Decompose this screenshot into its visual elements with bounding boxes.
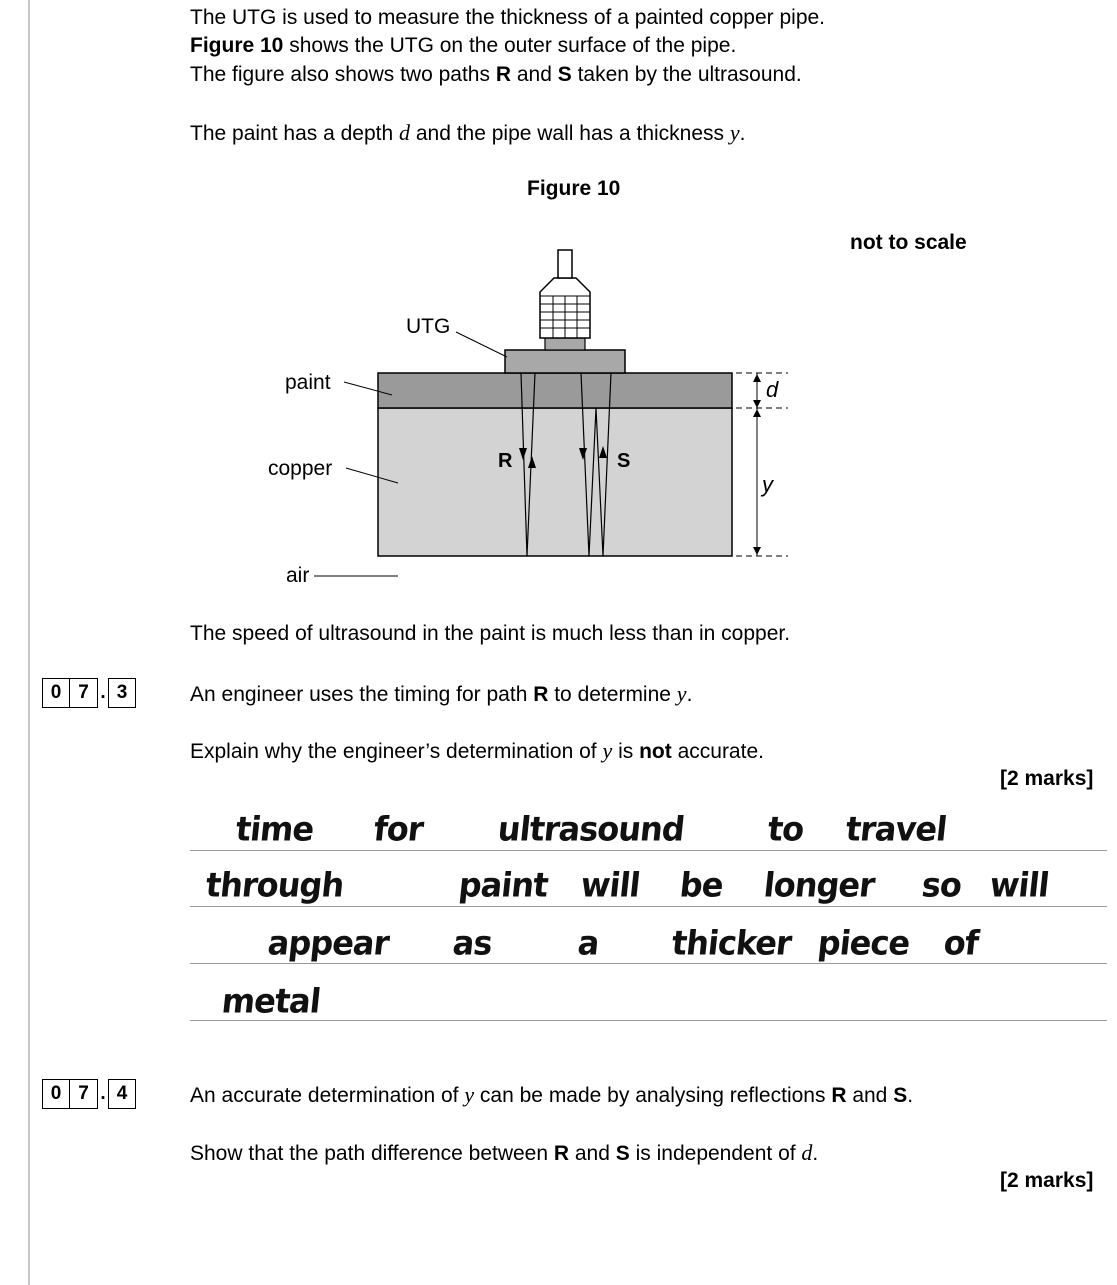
- q074-text: [190, 1082, 913, 1109]
- answer-word: will: [987, 865, 1051, 905]
- answer-line-4: [190, 1020, 1107, 1021]
- var-d: d: [399, 120, 410, 145]
- qnum-digit-3: 4: [108, 1079, 136, 1109]
- answer-line-2: [190, 906, 1107, 907]
- qnum-sep: .: [100, 682, 106, 703]
- q074-marks: [2 marks]: [1000, 1169, 1094, 1192]
- q073-prompt-b: is: [612, 740, 640, 763]
- answer-line-3: [190, 963, 1107, 964]
- intro-line-3-a: The figure also shows two paths: [190, 63, 496, 86]
- answer-word: for: [371, 809, 425, 849]
- q073-text-b: to determine: [548, 683, 677, 706]
- path-r-ref: R: [495, 63, 511, 86]
- utg-cable: [558, 250, 572, 278]
- q074-prompt-var-d: d: [801, 1140, 813, 1165]
- q074-prompt-s: S: [615, 1142, 630, 1165]
- intro-line-3-c: taken by the ultrasound.: [571, 63, 802, 86]
- answer-word: be: [677, 865, 725, 905]
- q073-text-a: An engineer uses the timing for path: [190, 683, 534, 706]
- q074-prompt-e: .: [812, 1142, 819, 1165]
- answer-word: to: [765, 809, 806, 849]
- q074-text-b: can be made by analysing reflections: [474, 1084, 832, 1107]
- q073-prompt: [190, 738, 764, 765]
- intro-line-1-text: The UTG is used to measure the thickness of a painted copper pipe.: [190, 6, 826, 29]
- q073-prompt-a: Explain why the engineer’s determination of: [190, 740, 603, 763]
- answer-word: travel: [843, 809, 949, 849]
- q073-prompt-not: not: [639, 740, 672, 763]
- figure-title: Figure 10: [527, 177, 621, 200]
- answer-word: metal: [219, 981, 323, 1021]
- intro-line-4-c: .: [739, 122, 746, 145]
- answer-word: longer: [761, 865, 877, 905]
- q074-text-d: .: [907, 1084, 914, 1107]
- q074-prompt-b: and: [569, 1142, 616, 1165]
- q073-prompt-var-y: y: [602, 738, 613, 763]
- answer-line-1: [190, 850, 1107, 851]
- q074-prompt-c: is independent of: [629, 1142, 802, 1165]
- q073-path-r: R: [533, 683, 549, 706]
- utg-probe: [505, 250, 625, 373]
- path-s-ref: S: [557, 63, 572, 86]
- copper-layer: [378, 408, 732, 556]
- qnum-digit-2: 7: [70, 678, 98, 708]
- q073-marks: [2 marks]: [1000, 767, 1094, 790]
- label-utg: UTG: [406, 315, 451, 338]
- q074-prompt-a: Show that the path difference between: [190, 1142, 554, 1165]
- q074-text-c: and: [846, 1084, 894, 1107]
- label-d: d: [766, 377, 779, 402]
- dim-y-arrow-bottom: [753, 547, 761, 555]
- speed-statement: The speed of ultrasound in the paint is much less than in copper.: [190, 622, 791, 645]
- dim-d-arrow-top: [753, 374, 761, 382]
- qnum-digit-2: 7: [70, 1079, 98, 1109]
- answer-word: a: [575, 923, 601, 963]
- label-y: y: [762, 472, 773, 497]
- q074-prompt-r: R: [553, 1142, 570, 1165]
- intro-line-4-a: The paint has a depth: [190, 122, 399, 145]
- q074-text-a: An accurate determination of: [190, 1084, 465, 1107]
- answer-word: through: [203, 865, 346, 905]
- q074-path-s: S: [893, 1084, 908, 1107]
- q074-prompt: [190, 1140, 818, 1167]
- label-paint: paint: [285, 371, 331, 394]
- utg-neck: [545, 338, 585, 350]
- q073-text: [190, 681, 692, 708]
- answer-word: time: [233, 809, 316, 849]
- intro-line-2-text: shows the UTG on the outer surface of the pipe.: [283, 34, 737, 57]
- answer-word: as: [450, 923, 494, 963]
- figure-10-diagram: [0, 0, 1117, 620]
- q074-var-y: y: [464, 1082, 475, 1107]
- answer-word: piece: [815, 923, 912, 963]
- label-s: S: [617, 450, 631, 472]
- intro-line-3-b: and: [511, 63, 558, 86]
- label-copper: copper: [268, 457, 333, 480]
- qnum-digit-1: 0: [42, 678, 70, 708]
- question-number-07-4: [42, 1079, 136, 1109]
- dim-d-arrow-bottom: [753, 400, 761, 408]
- figure-reference: Figure 10: [190, 34, 284, 57]
- q073-prompt-c: accurate.: [671, 740, 764, 763]
- dim-y-arrow-top: [753, 409, 761, 417]
- utg-base: [505, 350, 625, 373]
- answer-word: of: [941, 923, 981, 963]
- q073-var-y: y: [676, 681, 687, 706]
- not-to-scale-note: not to scale: [850, 231, 967, 254]
- answer-word: thicker: [669, 923, 794, 963]
- answer-word: appear: [265, 923, 391, 963]
- answer-word: so: [919, 865, 964, 905]
- leader-utg: [456, 332, 507, 357]
- q074-path-r: R: [831, 1084, 847, 1107]
- label-air: air: [286, 564, 310, 587]
- question-number-07-3: [42, 678, 136, 708]
- qnum-sep: .: [100, 1083, 106, 1104]
- var-y: y: [729, 120, 740, 145]
- dimension-markers: [736, 373, 788, 556]
- paint-layer: [378, 373, 732, 408]
- answer-word: paint: [456, 865, 550, 905]
- label-r: R: [498, 450, 513, 472]
- qnum-digit-1: 0: [42, 1079, 70, 1109]
- intro-line-4-b: and the pipe wall has a thickness: [410, 122, 730, 145]
- answer-word: will: [578, 865, 642, 905]
- answer-word: ultrasound: [495, 809, 687, 849]
- qnum-digit-3: 3: [108, 678, 136, 708]
- q073-text-c: .: [686, 683, 693, 706]
